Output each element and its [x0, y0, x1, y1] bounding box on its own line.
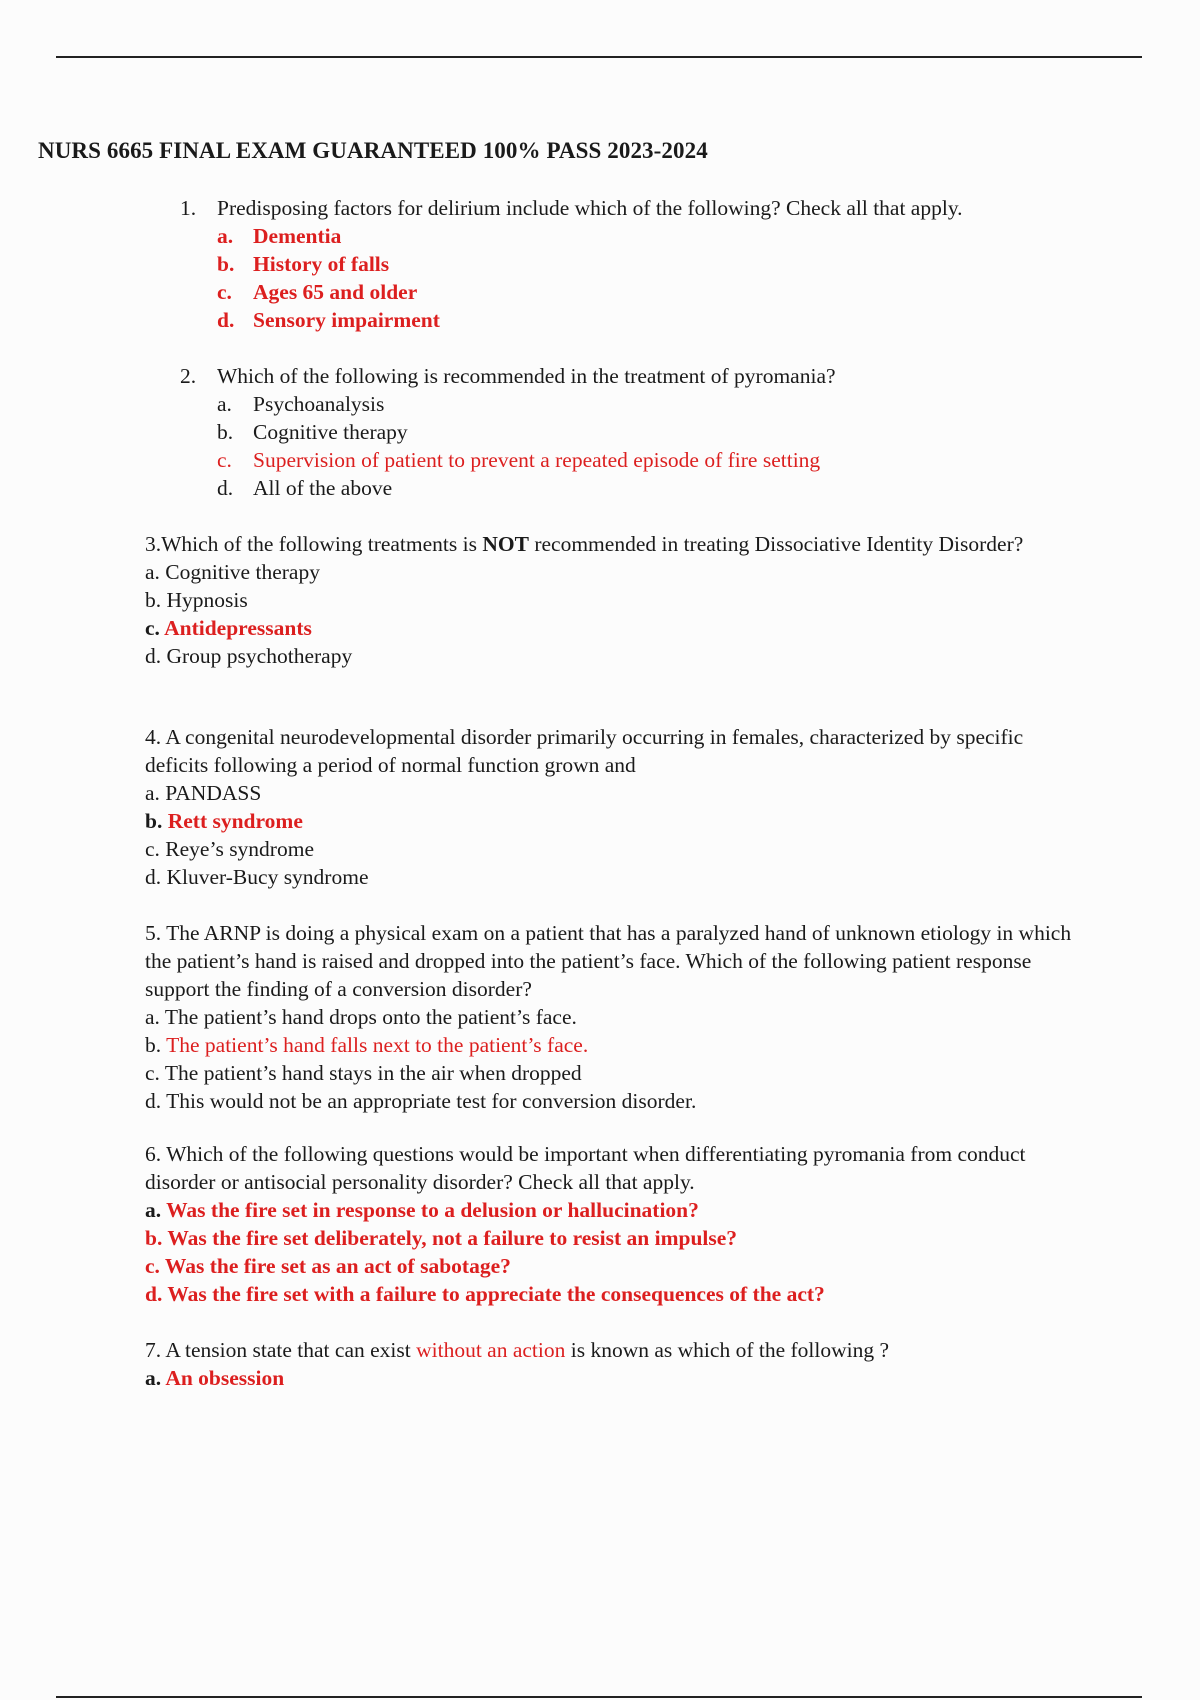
- option-d: d. Group psychotherapy: [145, 644, 353, 668]
- option-a: a. Cognitive therapy: [145, 560, 320, 584]
- answer-option-d: d. Was the fire set with a failure to appreciate the consequences of the act?: [145, 1282, 825, 1306]
- answer-option-a: a. Was the fire set in response to a delusion or hallucination?: [145, 1198, 699, 1222]
- option-a: a. The patient’s hand drops onto the patient’s face.: [145, 1005, 577, 1029]
- question-stem: 3.Which of the following treatments is NOT recommended in treating Dissociative Identity Disorder?: [145, 532, 1024, 556]
- question-6: [145, 1140, 1075, 1308]
- question-stem: 1. Predisposing factors for delirium include which of the following? Check all that apply.: [180, 196, 963, 220]
- option-b: b. Cognitive therapy: [217, 420, 408, 444]
- question-4: [145, 723, 1075, 891]
- answer-option-b: b. Rett syndrome: [145, 809, 303, 833]
- answer-option-c: c. Was the fire set as an act of sabotage?: [145, 1254, 511, 1278]
- question-7: [145, 1336, 1075, 1392]
- question-2: [180, 362, 1080, 502]
- answer-option-b: b. Was the fire set deliberately, not a failure to resist an impulse?: [145, 1226, 738, 1250]
- question-5: [145, 919, 1075, 1115]
- question-1: [180, 194, 1080, 334]
- question-stem: 6. Which of the following questions would be important when differentiating pyromania from conduct disorder or antisocial personality disorder? Check all that apply.: [145, 1142, 1026, 1194]
- option-c: c. Reye’s syndrome: [145, 837, 314, 861]
- page-title: NURS 6665 FINAL EXAM GUARANTEED 100% PASS 2023-2024: [38, 138, 708, 163]
- answer-option-b: b. The patient’s hand falls next to the patient’s face.: [145, 1033, 589, 1057]
- highlighted-phrase: without an action: [416, 1338, 566, 1362]
- bottom-rule: [56, 1696, 1142, 1698]
- option-d: d. All of the above: [217, 476, 393, 500]
- answer-option-d: d. Sensory impairment: [217, 308, 440, 332]
- option-c: c. The patient’s hand stays in the air when dropped: [145, 1061, 582, 1085]
- answer-option-b: b. History of falls: [217, 252, 390, 276]
- question-number: 1.: [180, 196, 197, 220]
- option-a: a. Psychoanalysis: [217, 392, 385, 416]
- option-d: d. This would not be an appropriate test for conversion disorder.: [145, 1089, 697, 1113]
- answer-option-c: c. Ages 65 and older: [217, 280, 418, 304]
- question-stem: 7. A tension state that can exist without an action is known as which of the following ?: [145, 1338, 890, 1362]
- option-d: d. Kluver-Bucy syndrome: [145, 865, 369, 889]
- option-a: a. PANDASS: [145, 781, 262, 805]
- emphasis-not: NOT: [482, 532, 529, 556]
- answer-option-c: c. Supervision of patient to prevent a repeated episode of fire setting: [217, 448, 821, 472]
- answer-option-a: a. Dementia: [217, 224, 342, 248]
- question-number: 2.: [180, 364, 197, 388]
- top-rule: [56, 56, 1142, 58]
- answer-option-c: c. Antidepressants: [145, 616, 312, 640]
- question-stem: 2. Which of the following is recommended in the treatment of pyromania?: [180, 364, 836, 388]
- question-stem: 5. The ARNP is doing a physical exam on a patient that has a paralyzed hand of unknown etiology in which the patient’s hand is raised and dropped into the patient’s face. Which of the following patient response support the finding of a conversion disorder?: [145, 921, 1072, 1001]
- question-3: [145, 530, 1075, 670]
- question-stem: 4. A congenital neurodevelopmental disorder primarily occurring in females, characterized by specific deficits following a period of normal function grown and: [145, 725, 1024, 777]
- option-b: b. Hypnosis: [145, 588, 248, 612]
- answer-option-a: a. An obsession: [145, 1366, 285, 1390]
